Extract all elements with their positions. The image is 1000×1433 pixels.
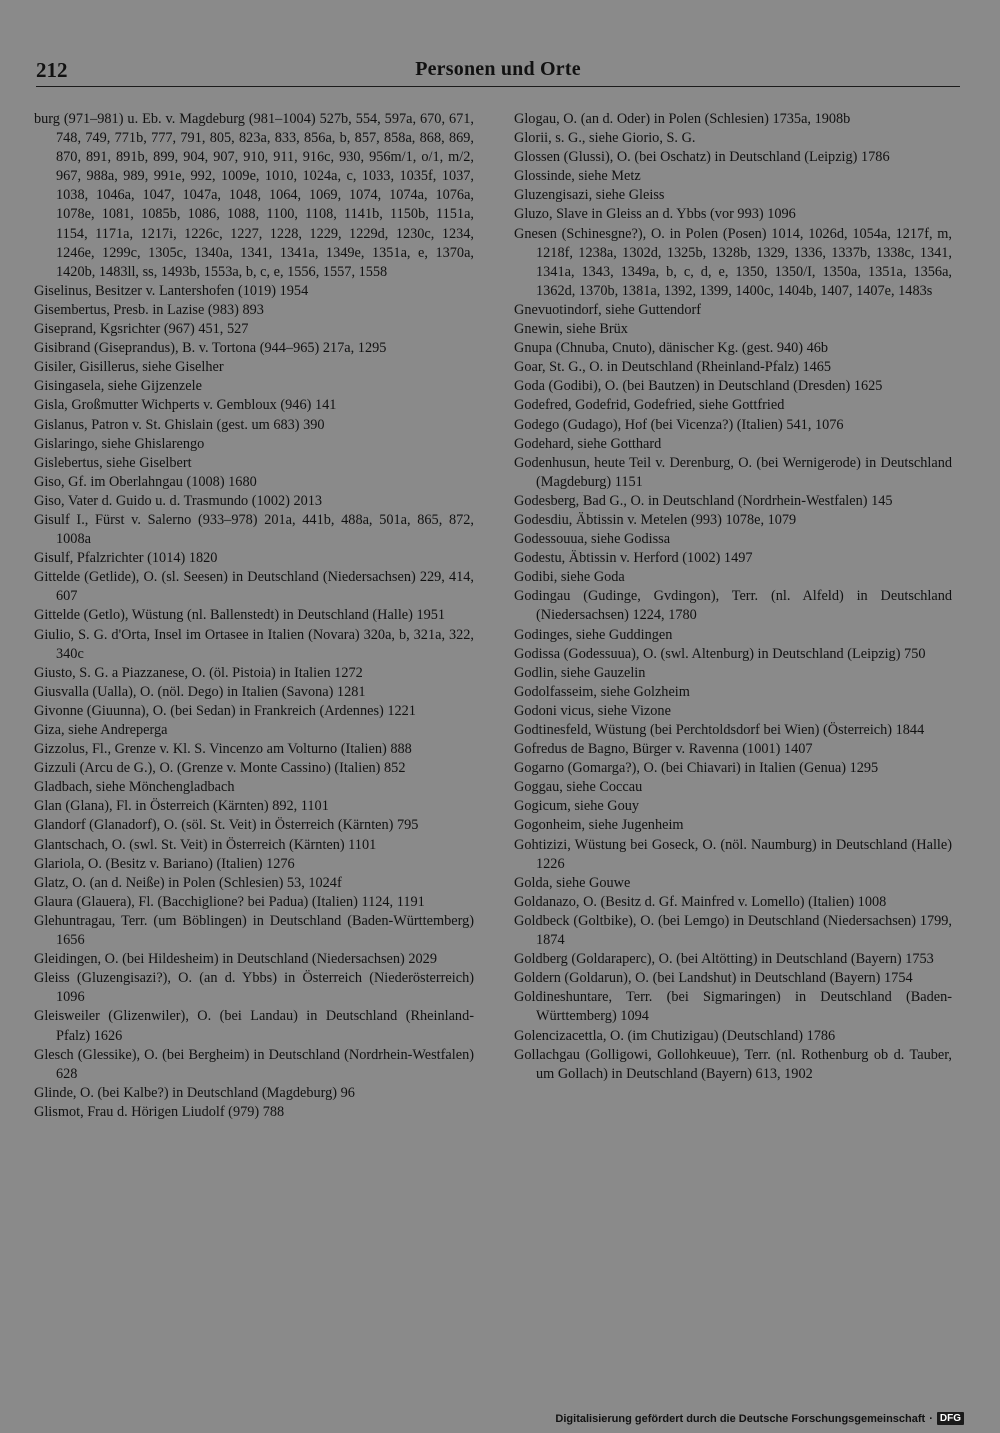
dfg-logo-icon: DFG: [937, 1412, 964, 1425]
index-entry: Glogau, O. (an d. Oder) in Polen (Schlesien) 1735a, 1908b: [514, 111, 851, 127]
index-entry: Godibi, siehe Goda: [514, 569, 625, 586]
index-entry: Gnupa (Chnuba, Cnuto), dänischer Kg. (gest. 940) 46b: [514, 340, 829, 357]
index-entry: Glaura (Glauera), Fl. (Bacchiglione? bei Padua) (Italien) 1124, 1191: [34, 893, 425, 910]
index-entry: Gnesen (Schinesgne?), O. in Polen (Posen) 1014, 1026d, 1054a, 1217f, m, 1218f, 1238a, 1302d, 1325b, 1328b, 1329, 1336, 1337b, 1338c, 1341, 1341a, 1343, 1349a, b, c, d, e, 1350, 1350/I, 1350a, 1351a, 1356a, 1362d, 1370b, 1381a, 1392, 1399, 1400c, 1404b, 1407, 1407e, 1483s: [514, 225, 952, 299]
index-entry: Goldineshuntare, Terr. (bei Sigmaringen) in Deutschland (Baden-Württemberg) 1094: [514, 989, 952, 1025]
index-entry: Giso, Vater d. Guido u. d. Trasmundo (1002) 2013: [34, 492, 323, 509]
index-entry: Godesberg, Bad G., O. in Deutschland (Nordrhein-Westfalen) 145: [514, 492, 893, 509]
index-entry: Gluzo, Slave in Gleiss an d. Ybbs (vor 993) 1096: [514, 206, 796, 223]
index-entry: Gleisweiler (Glizenwiler), O. (bei Landau) in Deutschland (Rheinland-Pfalz) 1626: [34, 1008, 474, 1044]
index-entry: Gogicum, siehe Gouy: [514, 798, 640, 815]
index-entry: Glatz, O. (an d. Neiße) in Polen (Schlesien) 53, 1024f: [34, 874, 342, 891]
index-entry: Gisulf, Pfalzrichter (1014) 1820: [34, 550, 218, 567]
index-entry: Gittelde (Getlo), Wüstung (nl. Ballenstedt) in Deutschland (Halle) 1951: [34, 607, 446, 624]
index-entry: Glandorf (Glanadorf), O. (söl. St. Veit) in Österreich (Kärnten) 795: [34, 817, 419, 834]
index-entry: Gizzolus, Fl., Grenze v. Kl. S. Vincenzo am Volturno (Italien) 888: [34, 741, 412, 758]
index-entry: Godissa (Godessuua), O. (swl. Altenburg) in Deutschland (Leipzig) 750: [514, 645, 926, 662]
index-entry: Glantschach, O. (swl. St. Veit) in Österreich (Kärnten) 1101: [34, 836, 377, 853]
index-entry: Godinges, siehe Guddingen: [514, 626, 673, 643]
index-entry: Godoni vicus, siehe Vizone: [514, 702, 671, 719]
index-entry: Godefred, Godefrid, Godefried, siehe Gottfried: [514, 397, 785, 414]
index-entry: Goldern (Goldarun), O. (bei Landshut) in Deutschland (Bayern) 1754: [514, 970, 913, 987]
index-entry: Gisingasela, siehe Gijzenzele: [34, 378, 202, 395]
index-entry: Gladbach, siehe Mönchengladbach: [34, 779, 235, 796]
index-entry: Giusvalla (Ualla), O. (nöl. Dego) in Italien (Savona) 1281: [34, 683, 366, 700]
index-entry: Godessouua, siehe Godissa: [514, 531, 671, 548]
index-entry: Godestu, Äbtissin v. Herford (1002) 1497: [514, 550, 753, 567]
index-entry: Gogonheim, siehe Jugenheim: [514, 817, 684, 834]
index-entry: burg (971–981) u. Eb. v. Magdeburg (981–1004) 527b, 554, 597a, 670, 671, 748, 749, 771b, 777, 791, 805, 823a, 833, 856a, b, 857, 858a, 868, 869, 870, 891, 891b, 899, 904, 907, 910, 911, 916c, 930, 956m/1, o/1, m/2, 967, 988a, 989, 991e, 992, 1009e, 1010, 1024a, c, 1033, 1035f, 1037, 1038, 1046a, 1047, 1047a, 1048, 1064, 1069, 1074, 1074a, 1076a, 1078e, 1081, 1085b, 1086, 1088, 1100, 1108, 1141b, 1150b, 1151a, 1154, 1171a, 1217i, 1226c, 1227, 1228, 1229, 1229d, 1230c, 1234, 1246e, 1299c, 1305c, 1340a, 1341, 1341a, 1349e, 1351a, e, 1370a, 1420b, 1483ll, ss, 1493b, 1553a, b, c, e, 1556, 1557, 1558: [34, 111, 474, 280]
index-entry: Golencizacettla, O. (im Chutizigau) (Deutschland) 1786: [514, 1027, 836, 1044]
funding-note: Digitalisierung gefördert durch die Deutsche Forschungsgemeinschaft: [555, 1412, 926, 1425]
index-entry: Gollachgau (Golligowi, Gollohkeuue), Terr. (nl. Rothenburg ob d. Tauber, um Gollach) in Deutschland (Bayern) 613, 1902: [514, 1046, 952, 1082]
index-entry: Godesdiu, Äbtissin v. Metelen (993) 1078e, 1079: [514, 511, 797, 528]
index-entry: Gittelde (Getlide), O. (sl. Seesen) in Deutschland (Niedersachsen) 229, 414, 607: [34, 569, 474, 605]
index-entry: Giulio, S. G. d'Orta, Insel im Ortasee in Italien (Novara) 320a, b, 321a, 322, 340c: [34, 626, 474, 662]
index-entry: Godingau (Gudinge, Gvdingon), Terr. (nl. Alfeld) in Deutschland (Niedersachsen) 1224, 1780: [514, 588, 952, 624]
index-entry: Gohtizizi, Wüstung bei Goseck, O. (nöl. Naumburg) in Deutschland (Halle) 1226: [514, 836, 952, 872]
index-entry: Glan (Glana), Fl. in Österreich (Kärnten) 892, 1101: [34, 798, 329, 815]
index-entry: Godtinesfeld, Wüstung (bei Perchtoldsdorf bei Wien) (Österreich) 1844: [514, 722, 925, 738]
index-entry: Gluzengisazi, siehe Gleiss: [514, 187, 665, 204]
index-entry: Gleidingen, O. (bei Hildesheim) in Deutschland (Niedersachsen) 2029: [34, 951, 437, 968]
index-entry: Goldberg (Goldaraperc), O. (bei Altötting) in Deutschland (Bayern) 1753: [514, 951, 934, 968]
index-entry: Godehard, siehe Gotthard: [514, 435, 662, 452]
index-entry: Glehuntragau, Terr. (um Böblingen) in Deutschland (Baden-Württemberg) 1656: [34, 912, 474, 949]
index-entry: Glismot, Frau d. Hörigen Liudolf (979) 788: [34, 1103, 285, 1120]
index-entry: Gisulf I., Fürst v. Salerno (933–978) 201a, 441b, 488a, 501a, 865, 872, 1008a: [34, 511, 474, 548]
index-entry: Givonne (Giuunna), O. (bei Sedan) in Frankreich (Ardennes) 1221: [34, 702, 416, 719]
index-entry: Goar, St. G., O. in Deutschland (Rheinland-Pfalz) 1465: [514, 359, 832, 376]
index-entry: Gisibrand (Giseprandus), B. v. Tortona (944–965) 217a, 1295: [34, 340, 387, 357]
index-entry: Gnewin, siehe Brüx: [514, 321, 628, 338]
index-entry: Gislaringo, siehe Ghislarengo: [34, 435, 205, 452]
index-entry: Gnevuotindorf, siehe Guttendorf: [514, 301, 702, 318]
index-entry: Goda (Godibi), O. (bei Bautzen) in Deutschland (Dresden) 1625: [514, 378, 883, 395]
index-entry: Gisembertus, Presb. in Lazise (983) 893: [34, 301, 264, 318]
page-header: [36, 56, 960, 87]
index-entry: Giselinus, Besitzer v. Lantershofen (1019) 1954: [34, 282, 309, 299]
index-entry: Gizzuli (Arcu de G.), O. (Grenze v. Monte Cassino) (Italien) 852: [34, 760, 406, 777]
index-entry: Gogarno (Gomarga?), O. (bei Chiavari) in Italien (Genua) 1295: [514, 760, 879, 777]
index-entry: Giseprand, Kgsrichter (967) 451, 527: [34, 321, 249, 338]
index-entry: Godlin, siehe Gauzelin: [514, 664, 646, 681]
index-entry: Gisiler, Gisillerus, siehe Giselher: [34, 359, 224, 376]
index-entry: Gislanus, Patron v. St. Ghislain (gest. um 683) 390: [34, 416, 325, 433]
index-entry: Glossinde, siehe Metz: [514, 168, 641, 185]
index-entry: Glinde, O. (bei Kalbe?) in Deutschland (Magdeburg) 96: [34, 1084, 355, 1101]
footer: [555, 1412, 964, 1425]
index-entry: Godego (Gudago), Hof (bei Vicenza?) (Italien) 541, 1076: [514, 416, 844, 433]
page-number: 212: [36, 58, 68, 82]
index-entry: Giza, siehe Andreperga: [34, 722, 168, 738]
index-entry: Glesch (Glessike), O. (bei Bergheim) in Deutschland (Nordrhein-Westfalen) 628: [34, 1046, 474, 1082]
index-entry: Goldbeck (Goltbike), O. (bei Lemgo) in Deutschland (Niedersachsen) 1799, 1874: [514, 912, 952, 949]
footer-separator: ·: [929, 1412, 933, 1425]
index-entry: Glariola, O. (Besitz v. Bariano) (Italien) 1276: [34, 855, 295, 872]
index-entry: Glorii, s. G., siehe Giorio, S. G.: [514, 130, 696, 147]
left-column: [34, 110, 474, 1122]
index-entry: Gislebertus, siehe Giselbert: [34, 454, 192, 471]
index-entry: Glossen (Glussi), O. (bei Oschatz) in Deutschland (Leipzig) 1786: [514, 149, 890, 166]
index-entry: Godolfasseim, siehe Golzheim: [514, 683, 690, 700]
index-entry: Goldanazo, O. (Besitz d. Gf. Mainfred v. Lomello) (Italien) 1008: [514, 893, 887, 910]
index-entry: Gofredus de Bagno, Bürger v. Ravenna (1001) 1407: [514, 741, 813, 758]
index-entry: Gleiss (Gluzengisazi?), O. (an d. Ybbs) in Österreich (Niederösterreich) 1096: [34, 970, 474, 1006]
index-entry: Giusto, S. G. a Piazzanese, O. (öl. Pistoia) in Italien 1272: [34, 664, 363, 681]
index-entry: Goggau, siehe Coccau: [514, 779, 643, 796]
index-entry: Giso, Gf. im Oberlahngau (1008) 1680: [34, 473, 257, 490]
right-column: [514, 110, 952, 1084]
running-title: Personen und Orte: [415, 58, 581, 80]
index-entry: Godenhusun, heute Teil v. Derenburg, O. (bei Wernigerode) in Deutschland (Magdeburg) 1151: [514, 454, 952, 490]
index-entry: Golda, siehe Gouwe: [514, 874, 631, 891]
index-entry: Gisla, Großmutter Wichperts v. Gembloux (946) 141: [34, 397, 337, 414]
